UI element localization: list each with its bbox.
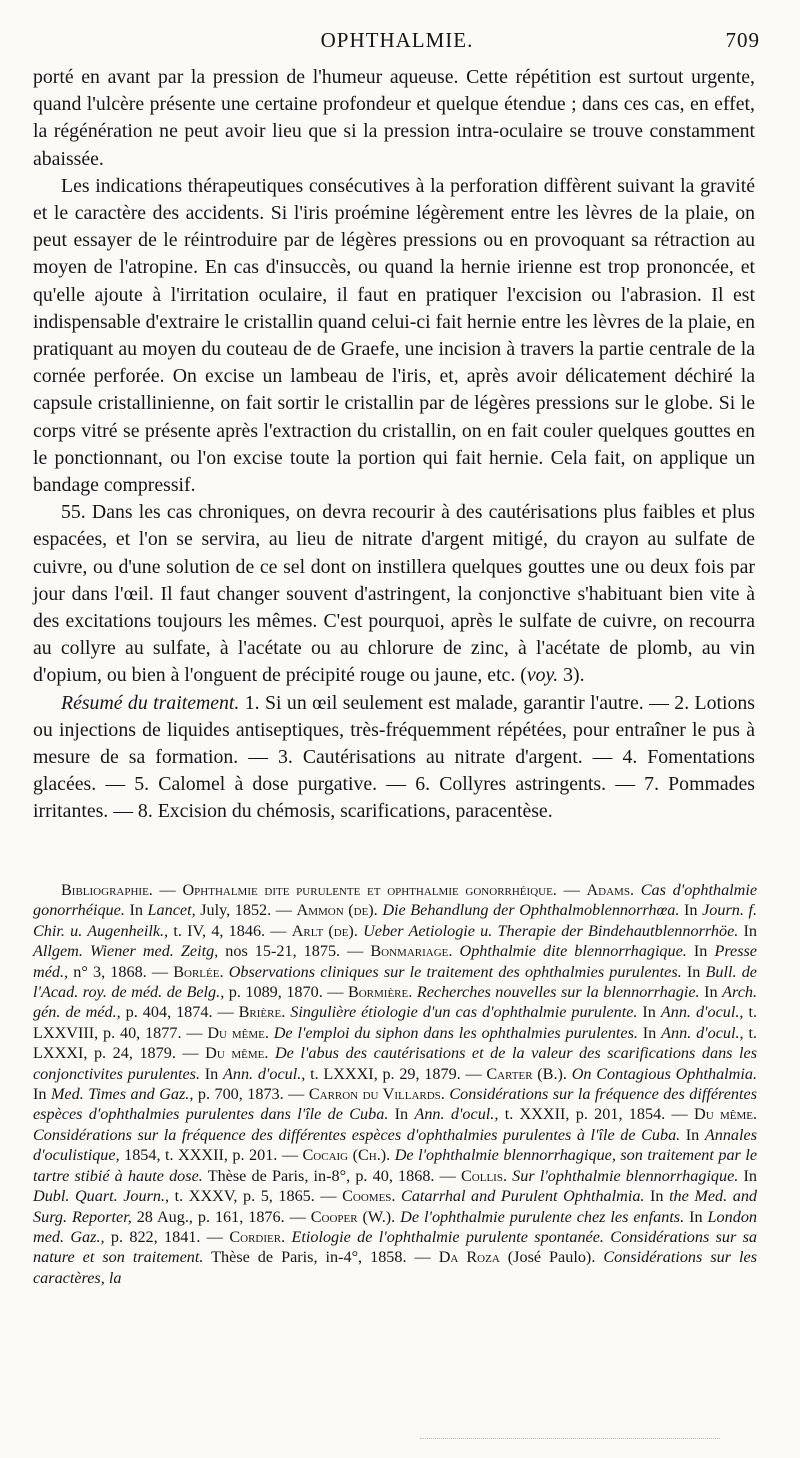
biblio-text: — <box>556 881 587 899</box>
biblio-author: Da Roza <box>438 1248 500 1267</box>
biblio-title: Lancet, <box>147 901 196 920</box>
running-header <box>34 28 760 56</box>
biblio-title: Annales d'oculistique, <box>33 1125 757 1165</box>
biblio-title: Cas d'ophthalmie gonorrhéique. <box>33 881 758 920</box>
biblio-title: Sur l'ophthalmie blennorrhagique. <box>512 1166 739 1185</box>
biblio-title: Ophthalmie dite blennorrhagique. <box>459 942 687 961</box>
paragraph-resume <box>33 690 755 826</box>
biblio-title: Journ. f. Chir. u. Augenheilk., <box>33 901 758 940</box>
biblio-text: In <box>637 1003 661 1022</box>
biblio-author: Carter (B.). <box>486 1064 567 1083</box>
biblio-title: Ann. d'ocul., <box>661 1023 744 1042</box>
biblio-author: Borlée. <box>173 962 224 981</box>
biblio-title: Considérations sur les caractères, la <box>33 1248 757 1287</box>
resume-heading: Résumé du traitement. <box>61 691 240 714</box>
biblio-text: t. LXXXI, p. 29, 1879. — <box>305 1064 487 1083</box>
biblio-text <box>634 881 641 899</box>
paragraph-continuation: porté en avant par la pression de l'humeur aqueuse. Cette répétition est surtout urgente, quand l'ulcère présente une certaine profondeur et quelque étendue ; dans ces cas, en effet, la régénération ne peut avoir lieu que si la pression intra-oculaire se trouve constamment abaissée. <box>33 66 755 170</box>
biblio-text: (José Paulo). <box>499 1248 604 1267</box>
biblio-text: In <box>680 1125 705 1144</box>
paragraph-55-text: 55. Dans les cas chroniques, on devra recourir à des cautérisations plus faibles et plus espacées, et l'on se servira, au lieu de nitrate d'argent mitigé, du crayon au sulfate de cuivre, ou d'une solution de ce sel dont on instillera quelques gouttes une ou deux fois par jour dans l'œil. Il faut changer souvent d'astringent, la conjonctive s'habituant bien vite à des excitations toujours les mêmes. C'est pourquoi, après le sulfate de cuivre, on recourra au collyre au sulfate, à l'acétate ou au chlorure de zinc, à l'acétate de plomb, au vin d'opium, ou bien à l'onguent de précipité rouge ou jaune, etc. <box>33 501 755 687</box>
biblio-author: Bormière. <box>347 983 413 1002</box>
biblio-text: In <box>738 1166 758 1185</box>
page-number: 709 <box>725 28 760 52</box>
biblio-text: t. XXXII, p. 201, 1854. — <box>498 1105 695 1124</box>
biblio-text: Thèse de Paris, in-4°, 1858. — <box>203 1248 439 1267</box>
biblio-title: Ann. d'ocul., <box>414 1105 499 1124</box>
biblio-text: July, 1852. — <box>195 901 297 920</box>
ref-voy: voy. <box>526 664 559 687</box>
biblio-title: the Med. and Surg. Reporter, <box>33 1187 758 1226</box>
biblio-title: Med. Times and Gaz., <box>50 1085 194 1104</box>
biblio-title: On Contagious Ophthalmia. <box>571 1064 757 1083</box>
biblio-text: — <box>152 881 183 899</box>
biblio-title: Ueber Aetiologie u. Therapie der Bindehautblennorrhöe. <box>363 921 739 940</box>
biblio-text: In <box>686 942 715 961</box>
biblio-text: p. 404, 1874. — <box>120 1003 239 1022</box>
biblio-text: Thèse de Paris, in-8°, p. 40, 1868. — <box>202 1166 461 1185</box>
biblio-title: Ann. d'ocul., <box>222 1064 306 1083</box>
biblio-text: p. 822, 1841. — <box>104 1227 230 1246</box>
biblio-text: nos 15-21, 1875. — <box>218 942 371 961</box>
biblio-text: 28 Aug., p. 161, 1876. — <box>131 1207 311 1226</box>
biblio-author: Bonmariage. <box>370 942 453 961</box>
biblio-author: Adams. <box>586 881 635 899</box>
biblio-title: De l'ophthalmie purulente chez les enfants. <box>400 1207 685 1226</box>
biblio-text: p. 700, 1873. — <box>193 1085 309 1104</box>
biblio-text: t. LXXVIII, p. 40, 1877. — <box>33 1003 757 1042</box>
biblio-author: Cordier. <box>229 1227 286 1246</box>
biblio-author: Ammon (de). <box>296 901 378 920</box>
paragraph-perforation: Les indications thérapeutiques consécutives à la perforation diffèrent suivant la gravité et le caractère des accidents. Si l'iris proémine légèrement entre les lèvres de la plaie, on peut essayer de le réintroduire par de légères pressions ou en provoquant sa rétraction au moyen de l'atropine. En cas d'insuccès, ou quand la hernie irienne est trop prononcée, et qu'elle ajoute à l'irritation oculaire, il faut en pratiquer l'excision ou l'abrasion. Il est indispensable d'extraire le cristallin quand celui-ci fait hernie entre les lèvres de la plaie, en pratiquant au moyen du couteau de de Graefe, une incision à travers la partie centrale de la cornée perforée. On excise un lambeau de l'iris, et, après avoir délicatement déchiré la capsule cristallinienne, on fait sortir le cristallin par de légères pressions sur le globe. Si le corps vitré se présente après l'extraction du cristallin, on en fait couler quelques gouttes en le ponctionnant, ou l'on excise toute la portion qui fait hernie. Cela fait, on applique un bandage compressif. <box>33 174 755 497</box>
biblio-title: Ann. d'ocul., <box>660 1003 744 1022</box>
biblio-title: Die Behandlung der Ophthalmoblennorrhœa. <box>382 901 680 920</box>
biblio-title: Allgem. Wiener med. Zeitg, <box>33 942 219 961</box>
biblio-title: Arch. gén. de méd., <box>33 983 758 1022</box>
biblio-text: In <box>738 921 757 940</box>
biblio-author: Du même. <box>207 1023 269 1042</box>
bibliography <box>33 880 757 1288</box>
biblio-author: Bibliographie. <box>61 881 153 899</box>
biblio-text: t. LXXXI, p. 24, 1879. — <box>33 1023 757 1063</box>
biblio-text: In <box>644 1187 670 1206</box>
biblio-text: t. XXXV, p. 5, 1865. — <box>169 1187 343 1206</box>
ref-open: ( <box>515 664 527 687</box>
biblio-text: In <box>124 901 148 920</box>
biblio-text: In <box>637 1023 662 1042</box>
biblio-author: Ophthalmie dite purulente et ophthalmie gonorrhéique. <box>182 881 557 899</box>
page-bottom-rule <box>420 1438 720 1441</box>
biblio-text: In <box>200 1064 223 1083</box>
biblio-title: London med. Gaz., <box>33 1207 758 1246</box>
biblio-title: Presse méd., <box>33 942 757 981</box>
biblio-title: Catarrhal and Purulent Ophthalmia. <box>401 1187 645 1206</box>
biblio-text: In <box>681 962 706 981</box>
biblio-text: In <box>684 1207 708 1226</box>
biblio-text <box>452 942 459 960</box>
biblio-text: 1854, t. XXXII, p. 201. — <box>119 1146 303 1165</box>
biblio-author: Du même. <box>205 1044 269 1063</box>
biblio-title: Considérations sur la fréquence des différentes espèces d'ophthalmies purulentes dans l'île de Cuba. <box>33 1085 757 1124</box>
biblio-author: Carron du Villards. <box>308 1085 445 1104</box>
biblio-title: Recherches nouvelles sur la blennorrhagie. <box>416 983 700 1002</box>
biblio-title: Considérations sur la fréquence des différentes espèces d'ophthalmies purulentes à l'île de Cuba. <box>33 1125 681 1144</box>
biblio-author: Coomes. <box>342 1187 396 1206</box>
biblio-author: Collis. <box>460 1166 507 1185</box>
ref-close: 3). <box>558 664 585 687</box>
biblio-author: Du même. <box>694 1105 757 1124</box>
main-text <box>33 64 755 826</box>
biblio-title: De l'ophthalmie blennorrhagique, son traitement par le tartre stibié à haute dose. <box>33 1146 757 1185</box>
biblio-title: Bull. de l'Acad. roy. de méd. de Belg., <box>33 962 757 1002</box>
biblio-text: p. 1089, 1870. — <box>224 983 348 1002</box>
biblio-text: In <box>699 983 723 1002</box>
biblio-author: Brière. <box>238 1003 286 1022</box>
biblio-title: Etiologie de l'ophthalmie purulente spontanée. Considérations sur sa nature et son traitement. <box>33 1227 758 1267</box>
biblio-author: Arlt (de). <box>291 921 358 940</box>
biblio-text: n° 3, 1868. — <box>68 962 174 981</box>
resume-text: 1. Si un œil seulement est malade, garantir l'autre. — 2. Lotions ou injections de liquides antiseptiques, très-fréquemment répétées, pour entraîner le pus à mesure de sa formation. — 3. Cautérisations au nitrate d'argent. — 4. Fomentations glacées. — 5. Calomel à dose purgative. — 6. Collyres astringents. — 7. Pommades irritantes. — 8. Excision du chémosis, scarifications, paracentèse. <box>33 691 755 823</box>
biblio-title: Dubl. Quart. Journ., <box>33 1187 170 1206</box>
biblio-text: t. IV, 4, 1846. — <box>168 921 292 940</box>
biblio-text: In <box>388 1105 415 1124</box>
biblio-author: Cooper (W.). <box>310 1207 396 1226</box>
biblio-title: Observations cliniques sur le traitement des ophthalmies purulentes. <box>228 962 682 981</box>
biblio-title: De l'abus des cautérisations et de la valeur des scarifications dans les conjonctivites purulentes. <box>33 1044 758 1083</box>
biblio-text: In <box>33 1085 51 1104</box>
running-title: OPHTHALMIE. <box>320 28 474 52</box>
biblio-title: Singulière étiologie d'un cas d'ophthalmie purulente. <box>290 1003 638 1022</box>
paragraph-55-chronic <box>33 499 755 689</box>
biblio-title: De l'emploi du siphon dans les ophthalmies purulentes. <box>273 1023 638 1042</box>
biblio-author: Cocaig (Ch.). <box>302 1146 391 1165</box>
biblio-text: In <box>679 901 703 920</box>
